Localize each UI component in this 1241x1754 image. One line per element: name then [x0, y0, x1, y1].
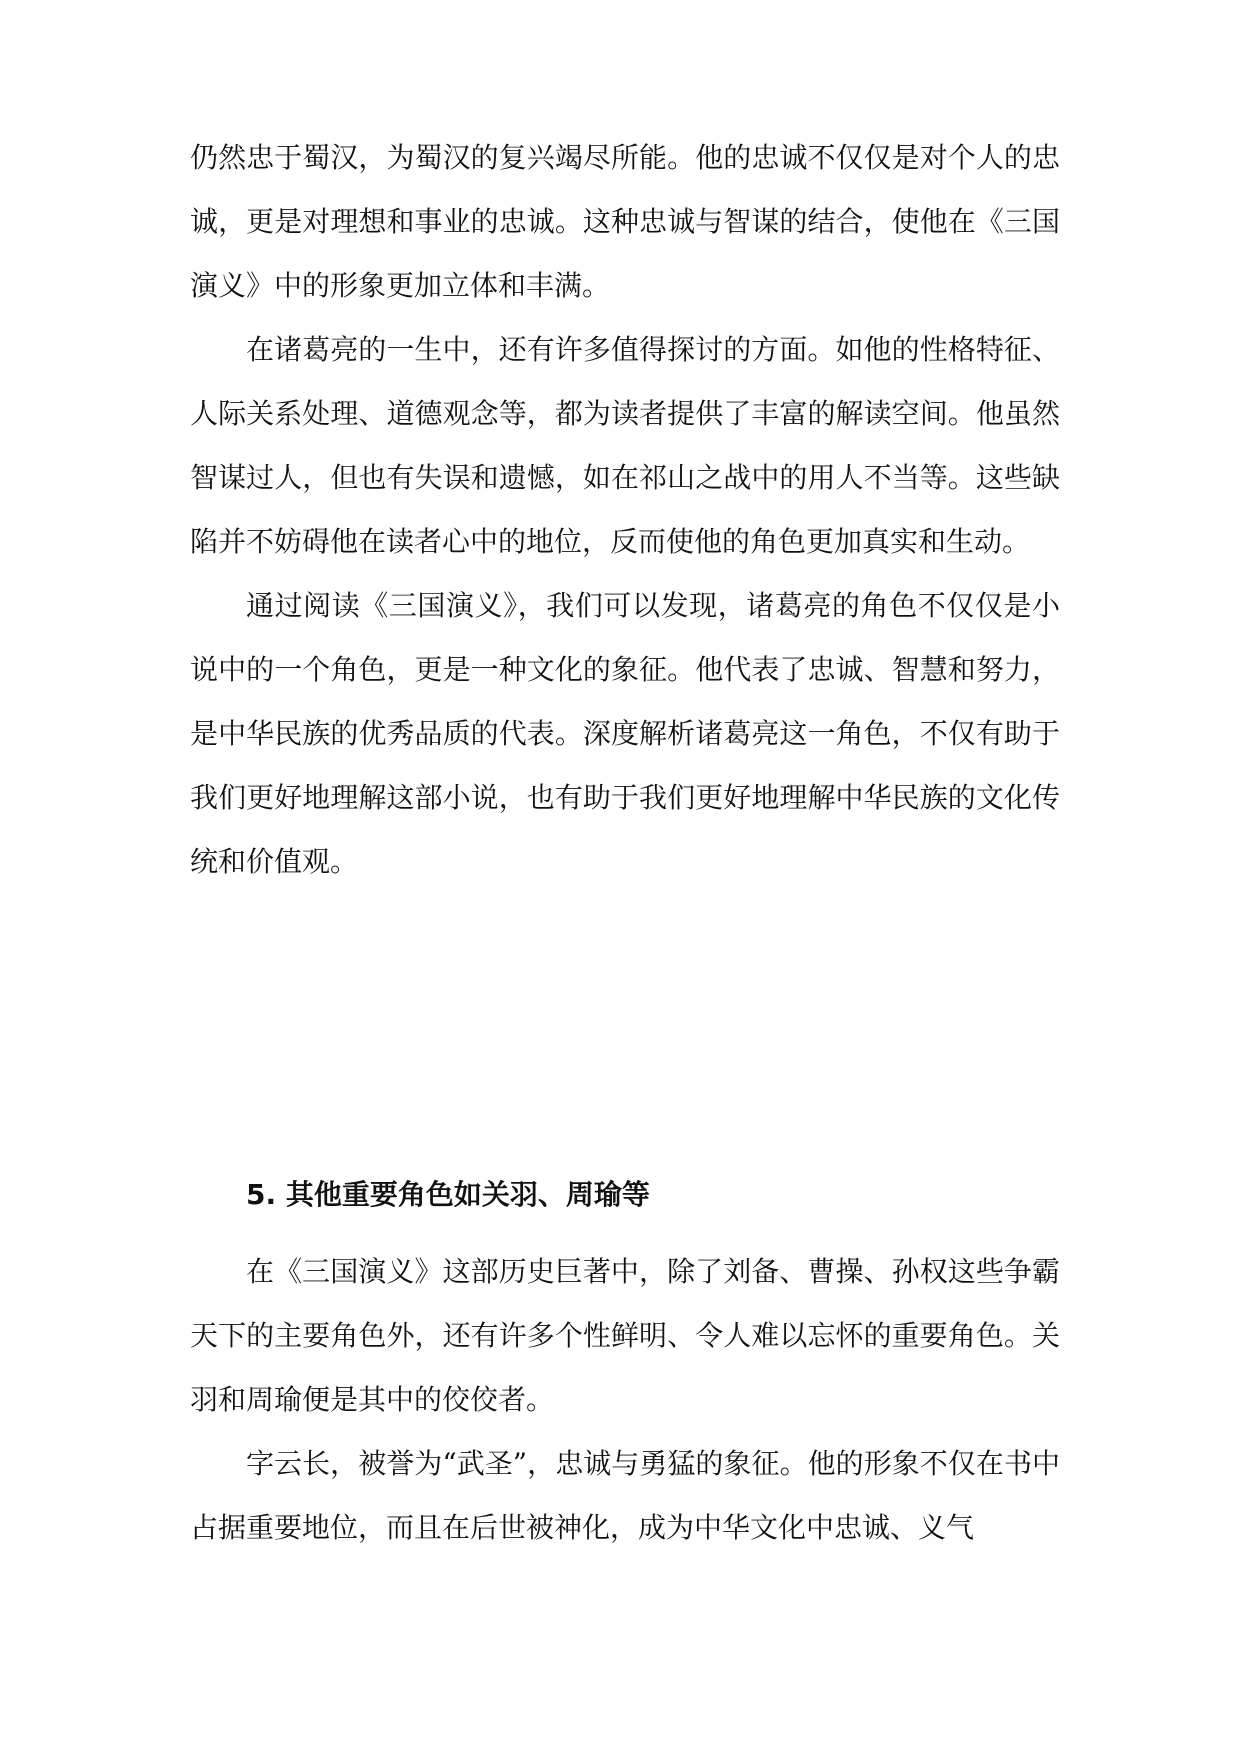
paragraph-zhuge-aspects: 在诸葛亮的一生中，还有许多值得探讨的方面。如他的性格特征、人际关系处理、道德观念等，都为读者提供了丰富的解读空间。他虽然智谋过人，但也有失误和遗憾，如在祁山之战中的用人不当等。这些缺陷并不妨碍他在读者心中的地位，反而使他的角色更加真实和生动。: [190, 333, 1060, 558]
paragraph-other-roles: 在《三国演义》这部历史巨著中，除了刘备、曹操、孙权这些争霸天下的主要角色外，还有许多个性鲜明、令人难以忘怀的重要角色。关羽和周瑜便是其中的佼佼者。: [190, 1255, 1060, 1416]
body-text-bottom: [190, 1240, 1060, 1560]
paragraph-guan-yu: 字云长，被誉为“武圣”，忠诚与勇猛的象征。他的形象不仅在书中占据重要地位，而且在后世被神化，成为中华文化中忠诚、义气: [190, 1447, 1060, 1544]
paragraph-continuation: 仍然忠于蜀汉，为蜀汉的复兴竭尽所能。他的忠诚不仅仅是对个人的忠诚，更是对理想和事业的忠诚。这种忠诚与智谋的结合，使他在《三国演义》中的形象更加立体和丰满。: [190, 141, 1060, 302]
section-heading: 5. 其他重要角色如关羽、周瑜等: [246, 1178, 650, 1211]
paragraph-zhuge-symbol: 通过阅读《三国演义》，我们可以发现，诸葛亮的角色不仅仅是小说中的一个角色，更是一种文化的象征。他代表了忠诚、智慧和努力，是中华民族的优秀品质的代表。深度解析诸葛亮这一角色，不仅有助于我们更好地理解这部小说，也有助于我们更好地理解中华民族的文化传统和价值观。: [190, 589, 1060, 878]
body-text-top: [190, 126, 1060, 894]
